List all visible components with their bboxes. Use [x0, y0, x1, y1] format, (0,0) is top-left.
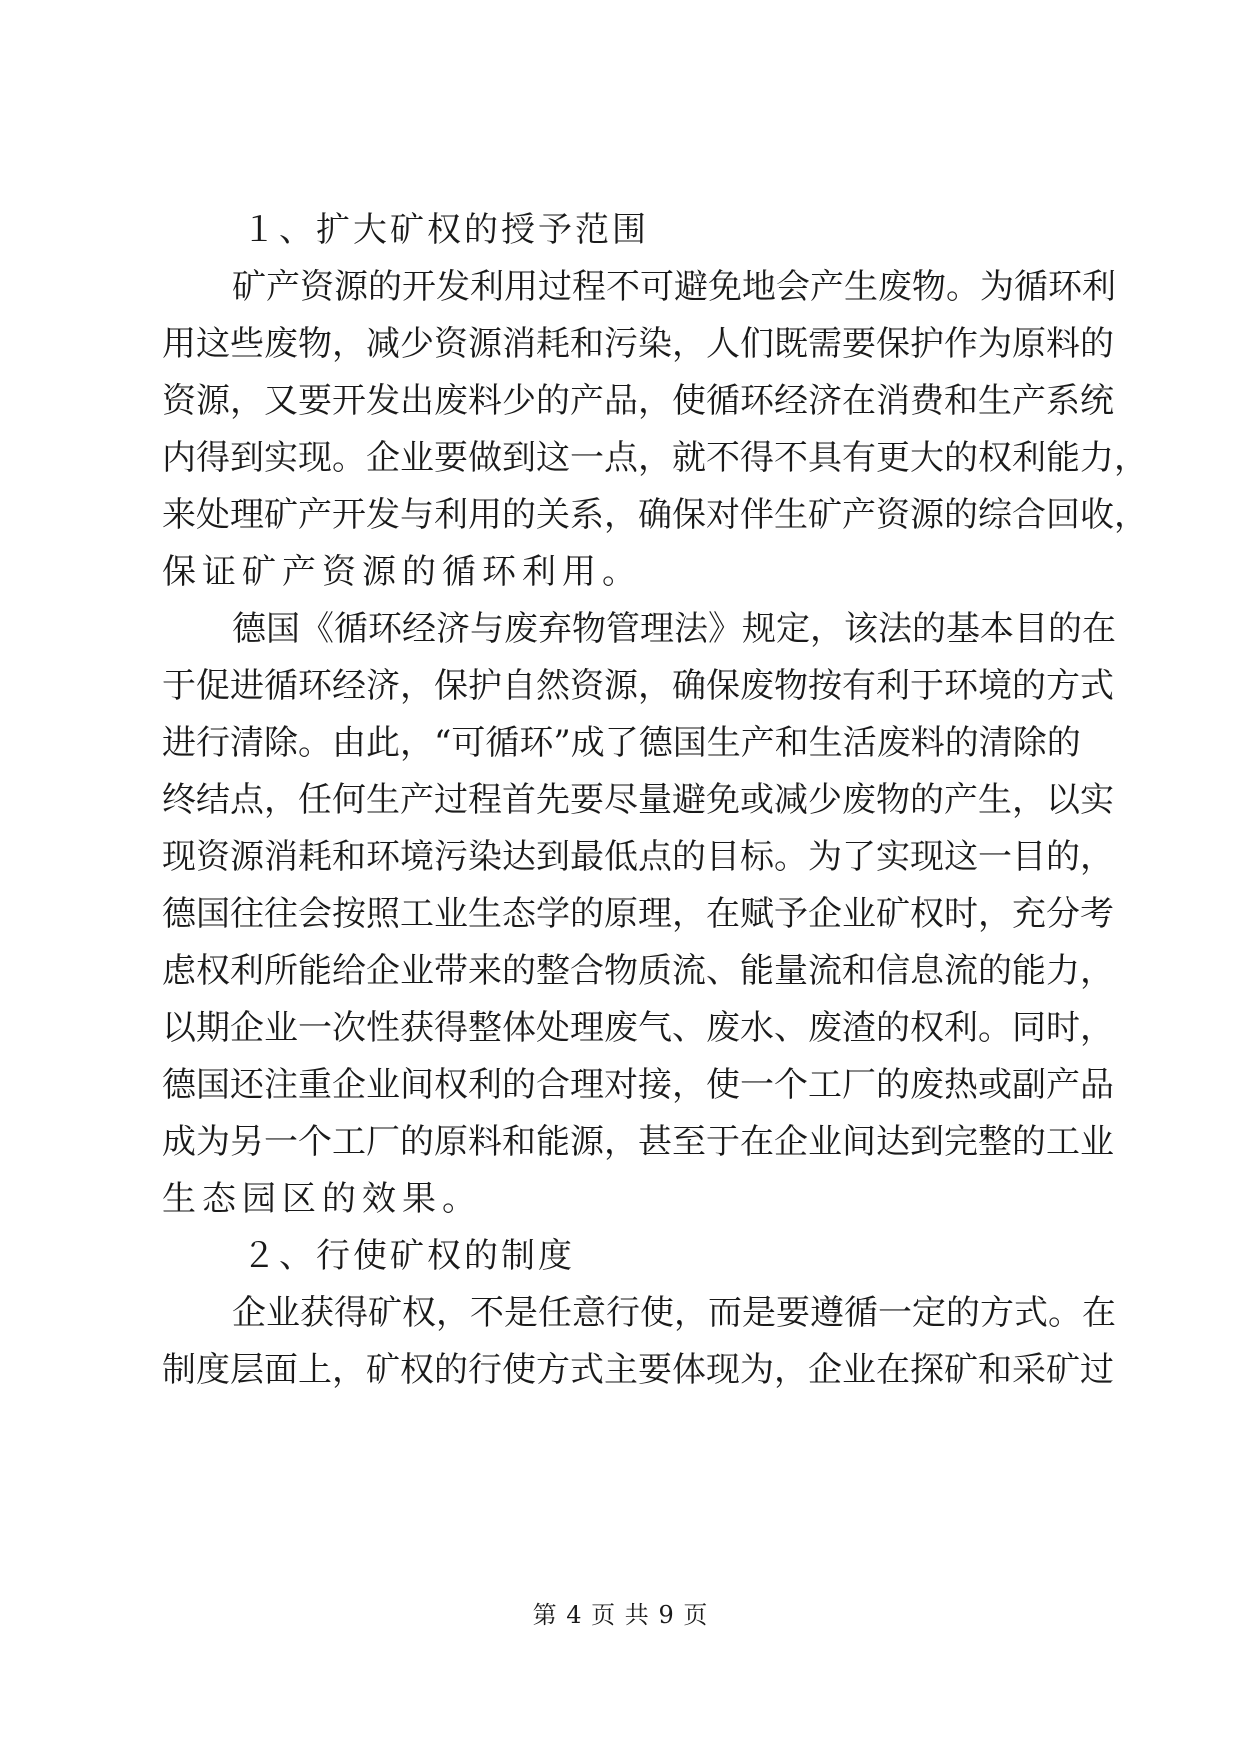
paragraph-line: 用这些废物，减少资源消耗和污染，人们既需要保护作为原料的 — [162, 324, 1114, 364]
paragraph-line: 企业获得矿权，不是任意行使，而是要遵循一定的方式。在 — [232, 1293, 1116, 1333]
section-heading-1: １、扩大矿权的授予范围 — [242, 210, 649, 250]
paragraph-line: 虑权利所能给企业带来的整合物质流、能量流和信息流的能力， — [162, 951, 1114, 991]
paragraph-line: 矿产资源的开发利用过程不可避免地会产生废物。为循环利 — [232, 267, 1116, 307]
paragraph-line: 于促进循环经济，保护自然资源，确保废物按有利于环境的方式 — [162, 666, 1114, 706]
paragraph-line: 成为另一个工厂的原料和能源，甚至于在企业间达到完整的工业 — [162, 1122, 1114, 1162]
paragraph-line: 来处理矿产开发与利用的关系，确保对伴生矿产资源的综合回收， — [162, 495, 1148, 535]
paragraph-line: 德国往往会按照工业生态学的原理，在赋予企业矿权时，充分考 — [162, 894, 1114, 934]
paragraph-line: 制度层面上，矿权的行使方式主要体现为，企业在探矿和采矿过 — [162, 1350, 1114, 1390]
paragraph-line: 内得到实现。企业要做到这一点，就不得不具有更大的权利能力， — [162, 438, 1148, 478]
paragraph-line: 终结点，任何生产过程首先要尽量避免或减少废物的产生，以实 — [162, 780, 1114, 820]
paragraph-line: 德国还注重企业间权利的合理对接，使一个工厂的废热或副产品 — [162, 1065, 1114, 1105]
paragraph-line: 现资源消耗和环境污染达到最低点的目标。为了实现这一目的， — [162, 837, 1114, 877]
page-number-footer: 第 4 页 共 9 页 — [532, 1601, 709, 1629]
paragraph-line: 进行清除。由此，“可循环”成了德国生产和生活废料的清除的 — [162, 723, 1081, 763]
paragraph-line: 生态园区的效果。 — [162, 1179, 482, 1219]
section-heading-2: ２、行使矿权的制度 — [242, 1236, 575, 1276]
paragraph-line: 德国《循环经济与废弃物管理法》规定，该法的基本目的在 — [232, 609, 1116, 649]
paragraph-line: 保证矿产资源的循环利用。 — [162, 552, 642, 592]
paragraph-line: 以期企业一次性获得整体处理废气、废水、废渣的权利。同时， — [162, 1008, 1114, 1048]
paragraph-line: 资源，又要开发出废料少的产品，使循环经济在消费和生产系统 — [162, 381, 1114, 421]
